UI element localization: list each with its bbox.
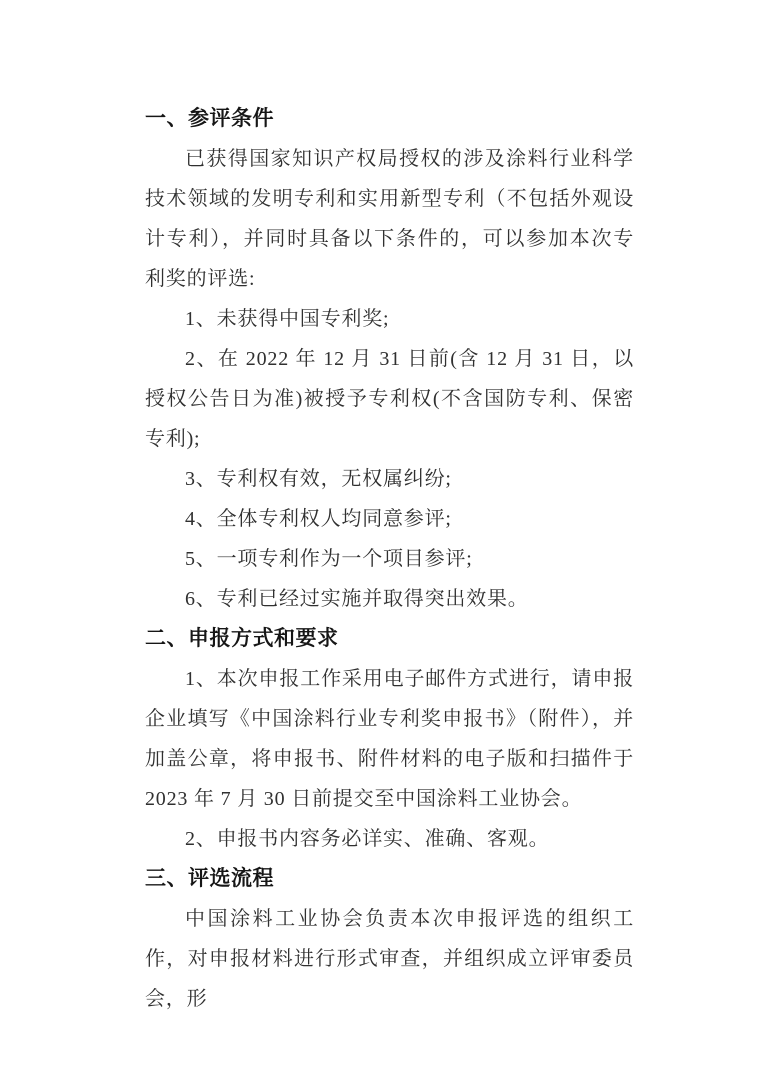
section-heading-selection-process: 三、评选流程 (145, 867, 274, 890)
condition-item-5: 5、一项专利作为一个项目参评; (185, 548, 473, 570)
condition-item-4: 4、全体专利权人均同意参评; (185, 508, 452, 530)
condition-item-3: 3、专利权有效，无权属纠纷; (185, 468, 452, 490)
section-heading-entry-conditions: 一、参评条件 (145, 107, 274, 130)
paragraph-intro: 已获得国家知识产权局授权的涉及涂料行业科学技术领域的发明专利和实用新型专利（不包括外观设计专利），并同时具备以下条件的，可以参加本次专利奖的评选: (145, 148, 634, 290)
condition-item-6: 6、专利已经过实施并取得突出效果。 (185, 588, 529, 610)
condition-item-2: 2、在 2022 年 12 月 31 日前(含 12 月 31 日，以授权公告日为准)被授予专利权(不含国防专利、保密专利); (145, 348, 634, 450)
section-entry-conditions (145, 99, 634, 619)
section-heading-application-method: 二、申报方式和要求 (145, 627, 339, 650)
application-item-2: 2、申报书内容务必详实、准确、客观。 (185, 828, 550, 850)
section-application-method (145, 619, 634, 859)
selection-process-paragraph: 中国涂料工业协会负责本次申报评选的组织工作，对申报材料进行形式审查，并组织成立评审委员会，形 (145, 908, 634, 1010)
condition-item-1: 1、未获得中国专利奖; (185, 308, 390, 330)
section-selection-process (145, 859, 634, 1019)
application-item-1: 1、本次申报工作采用电子邮件方式进行，请申报企业填写《中国涂料行业专利奖申报书》（附件），并加盖公章，将申报书、附件材料的电子版和扫描件于 2023 年 7 月 30 日前提交至中国涂料工业协会。 (145, 668, 634, 810)
